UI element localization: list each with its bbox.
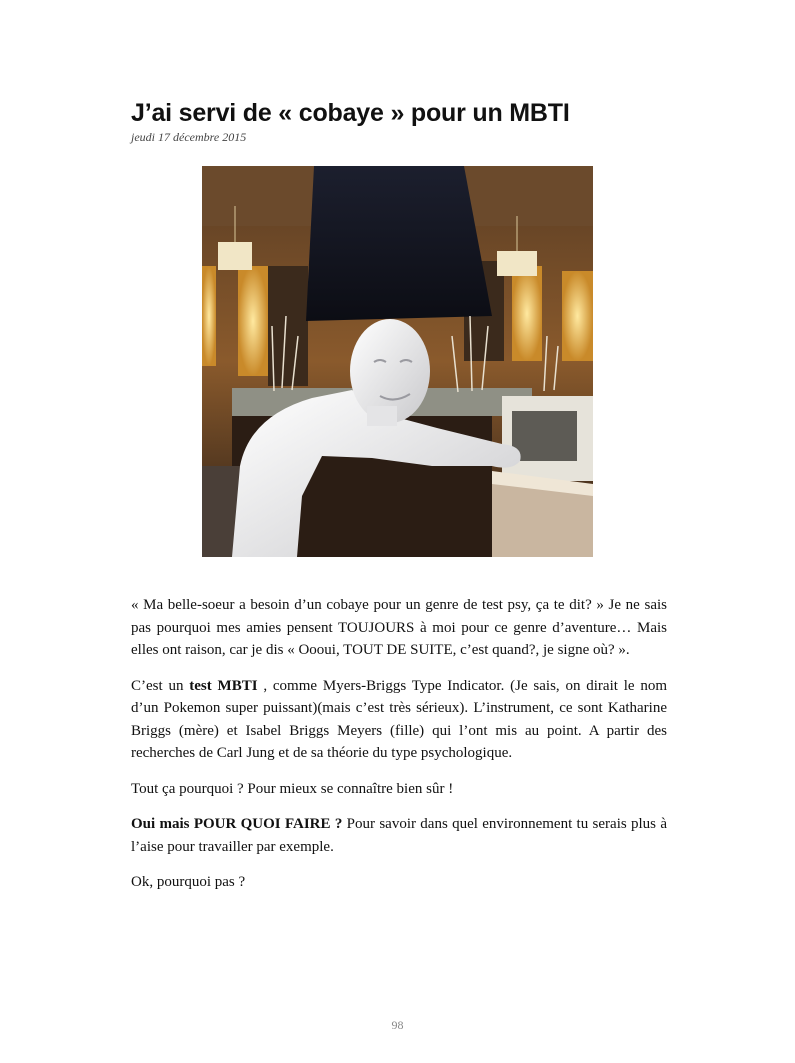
paragraph-4 <box>131 813 667 858</box>
paragraph-4-bold-question: Oui mais POUR QUOI FAIRE ? <box>131 816 343 832</box>
page-number: 98 <box>391 1018 404 1032</box>
paragraph-2-intro: C’est un <box>131 677 190 694</box>
article-body <box>131 594 667 907</box>
article-title: J’ai servi de « cobaye » pour un MBTI <box>131 99 570 127</box>
paragraph-3: Tout ça pourquoi ? Pour mieux se connaître bien sûr ! <box>131 780 454 797</box>
article-photo <box>202 166 593 557</box>
paragraph-5: Ok, pourquoi pas ? <box>131 874 246 890</box>
paragraph-2 <box>131 675 667 765</box>
paragraph-2-rest: , comme Myers-Briggs Type Indicator. (Je sais, on dirait le nom d’un Pokemon super puissant)(mais c’est très sérieux). L’instrument, ce sont Katharine Briggs (mère) et Isabel Briggs Meyers (fille) qui l’ont mis au point. A partir des recherches de Carl Jung et de sa théorie du type psychologique. <box>131 677 667 761</box>
article-date: jeudi 17 décembre 2015 <box>131 130 247 144</box>
paragraph-1: « Ma belle-soeur a besoin d’un cobaye pour un genre de test psy, ça te dit? » Je ne sais pas pourquoi mes amies pensent TOUJOURS à moi pour ce genre d’aventure… Mais elles ont raison, car je dis « Oooui, TOUT DE SUITE, c’est quand?, je signe où? ». <box>131 597 667 658</box>
paragraph-4-rest: Pour savoir dans quel environnement tu serais plus à l’aise pour travailler par exemple. <box>131 816 667 855</box>
paragraph-2-bold-term: test MBTI <box>189 677 258 694</box>
photo-illustration <box>202 166 593 557</box>
